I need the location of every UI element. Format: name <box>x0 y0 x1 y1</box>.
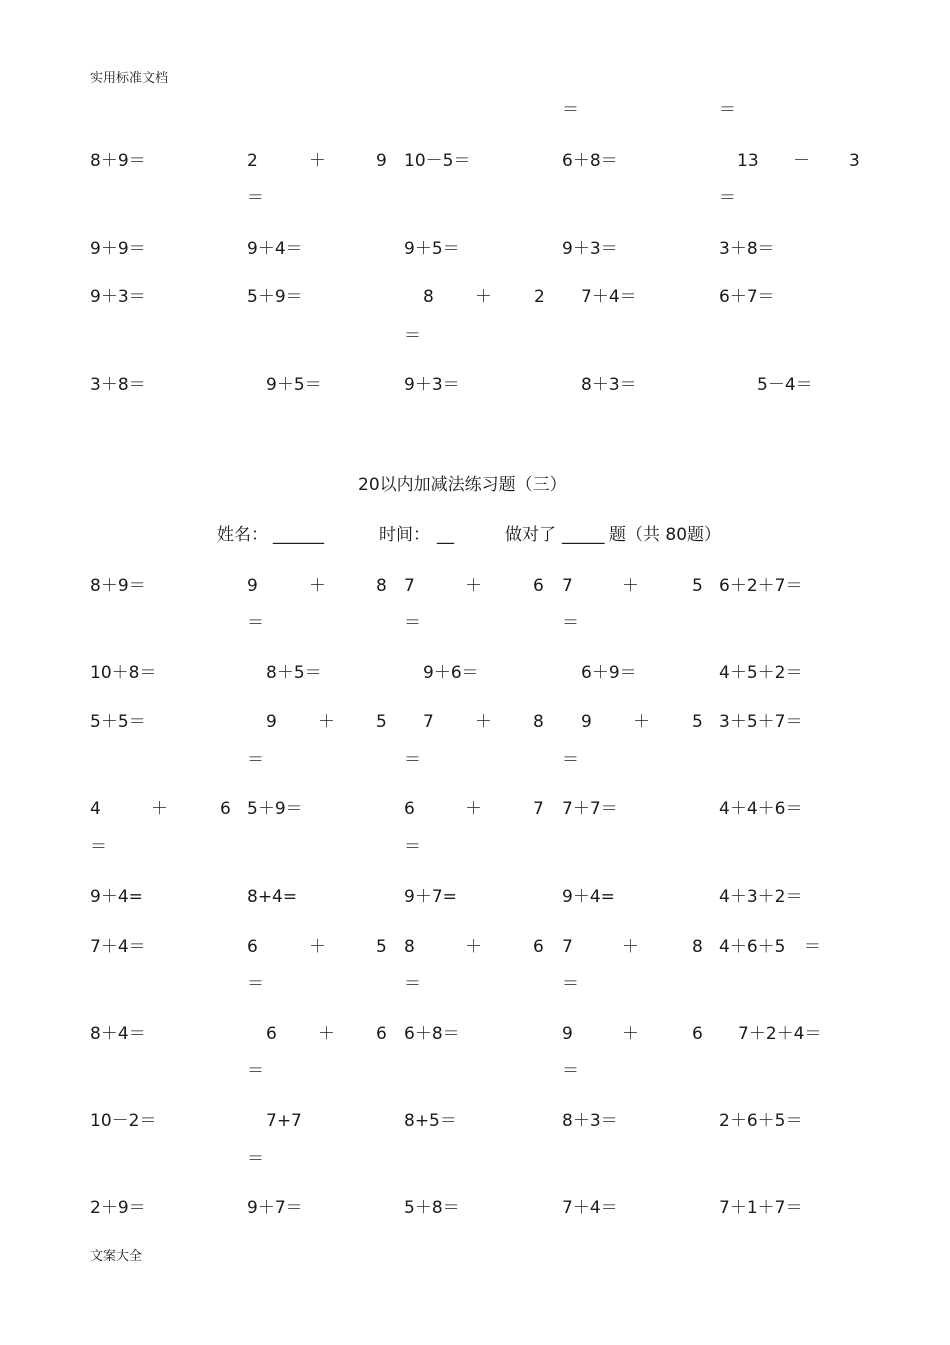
operand: 5 <box>692 576 703 596</box>
answer-equals: ＝ <box>404 326 421 346</box>
operator: ＋ <box>309 937 326 957</box>
problem: 6＋2＋7＝ <box>719 576 803 596</box>
problem: 10＋8＝ <box>90 663 157 683</box>
operand: 5 <box>376 937 387 957</box>
problem: 5＋9＝ <box>247 287 303 307</box>
answer-equals: ＝ <box>562 613 579 633</box>
problem: 8＋3＝ <box>562 1111 618 1131</box>
answer-equals: ＝ <box>247 1149 264 1169</box>
operand: 7 <box>562 937 573 957</box>
problem: 4＋4＋6＝ <box>719 799 803 819</box>
problem: 6＋7＝ <box>719 287 775 307</box>
problem: 8＋9＝ <box>90 576 146 596</box>
problem: 5＋8＝ <box>404 1198 460 1218</box>
operator: ＋ <box>318 1024 335 1044</box>
problem: 7＋7＝ <box>562 799 618 819</box>
operator: ＋ <box>465 799 482 819</box>
problem: 4＋6＋5 <box>719 937 786 957</box>
problem: 7＋1＋7＝ <box>719 1198 803 1218</box>
operand: 7 <box>562 576 573 596</box>
operator: ＋ <box>622 937 639 957</box>
operand: 6 <box>247 937 258 957</box>
problem: 9＋5＝ <box>404 239 460 259</box>
operator: ＋ <box>309 151 326 171</box>
operand: 2 <box>534 287 545 307</box>
problem: 9＋6＝ <box>423 663 479 683</box>
problem: 5＋9＝ <box>247 799 303 819</box>
time-label: 时间： <box>379 525 430 545</box>
operator: ＋ <box>622 576 639 596</box>
operand: 7 <box>423 712 434 732</box>
answer-equals: ＝ <box>804 937 821 957</box>
operand: 6 <box>533 937 544 957</box>
operand: 9 <box>581 712 592 732</box>
section-title: 20以内加减法练习题（三） <box>358 475 567 495</box>
problem: 7＋4＝ <box>581 287 637 307</box>
problem: 9＋5＝ <box>266 375 322 395</box>
operand: 5 <box>692 712 703 732</box>
operand: 9 <box>266 712 277 732</box>
answer-equals: ＝ <box>562 750 579 770</box>
answer-equals: ＝ <box>404 837 421 857</box>
problem: 8＋3＝ <box>581 375 637 395</box>
problem: 9＋9＝ <box>90 239 146 259</box>
answer-equals: ＝ <box>562 1061 579 1081</box>
problem: 9＋3＝ <box>90 287 146 307</box>
problem: 7＋2＋4＝ <box>738 1024 822 1044</box>
problem: 7＋4＝ <box>90 937 146 957</box>
problem: 9＋4= <box>562 887 615 907</box>
problem: 7＋4＝ <box>562 1198 618 1218</box>
problem: 9＋7= <box>404 887 457 907</box>
operand: 8 <box>692 937 703 957</box>
operand: 8 <box>404 937 415 957</box>
problem: 6＋9＝ <box>581 663 637 683</box>
answer-equals: ＝ <box>247 613 264 633</box>
operator: ＋ <box>475 712 492 732</box>
operand: 6 <box>692 1024 703 1044</box>
operand: 8 <box>533 712 544 732</box>
operand: 2 <box>247 151 258 171</box>
problem: 8＋4＝ <box>90 1024 146 1044</box>
operand: 6 <box>533 576 544 596</box>
operator: ＋ <box>465 576 482 596</box>
operator: ＋ <box>309 576 326 596</box>
name-blank: ______ <box>273 525 324 545</box>
operand: 3 <box>849 151 860 171</box>
answer-equals: ＝ <box>404 750 421 770</box>
answer-equals: ＝ <box>719 188 736 208</box>
operator: － <box>793 151 810 171</box>
problem: 4＋5＋2＝ <box>719 663 803 683</box>
problem: 3＋5＋7＝ <box>719 712 803 732</box>
operand: 4 <box>90 799 101 819</box>
problem: 9＋4= <box>90 887 143 907</box>
operator: ＋ <box>622 1024 639 1044</box>
problem: 2＋6＋5＝ <box>719 1111 803 1131</box>
problem: 6＋8＝ <box>404 1024 460 1044</box>
operand: 13 <box>737 151 759 171</box>
problem: 3＋8＝ <box>719 239 775 259</box>
answer-equals: ＝ <box>247 188 264 208</box>
answer-equals: ＝ <box>247 750 264 770</box>
operator: ＋ <box>318 712 335 732</box>
total-count-label: 题（共 80题） <box>609 525 722 545</box>
operand: 6 <box>220 799 231 819</box>
problem: 8+5＝ <box>404 1111 457 1131</box>
operator: ＋ <box>465 937 482 957</box>
operator: ＋ <box>475 287 492 307</box>
answer-equals: ＝ <box>90 837 107 857</box>
page-footer: 文案大全 <box>90 1249 143 1264</box>
answer-equals: ＝ <box>719 100 736 120</box>
problem: 9＋3＝ <box>562 239 618 259</box>
operand: 8 <box>376 576 387 596</box>
time-blank: __ <box>437 525 454 545</box>
answer-equals: ＝ <box>562 100 579 120</box>
problem: 3＋8＝ <box>90 375 146 395</box>
operand: 5 <box>376 712 387 732</box>
answer-equals: ＝ <box>247 974 264 994</box>
name-label: 姓名： <box>217 525 268 545</box>
problem: 9＋7＝ <box>247 1198 303 1218</box>
operand: 9 <box>562 1024 573 1044</box>
problem: 10－5＝ <box>404 151 471 171</box>
answer-equals: ＝ <box>247 1061 264 1081</box>
problem: 8+4= <box>247 887 298 907</box>
problem: 8＋5＝ <box>266 663 322 683</box>
operator: ＋ <box>151 799 168 819</box>
operand: 6 <box>376 1024 387 1044</box>
problem: 7+7 <box>266 1111 302 1131</box>
operand: 8 <box>423 287 434 307</box>
answer-equals: ＝ <box>562 974 579 994</box>
operand: 6 <box>404 799 415 819</box>
problem: 10－2＝ <box>90 1111 157 1131</box>
operator: ＋ <box>633 712 650 732</box>
correct-count-blank: _____ <box>562 525 605 545</box>
problem: 6＋8＝ <box>562 151 618 171</box>
problem: 8＋9＝ <box>90 151 146 171</box>
problem: 5＋5＝ <box>90 712 146 732</box>
page-header: 实用标准文档 <box>90 71 169 86</box>
operand: 7 <box>404 576 415 596</box>
operand: 6 <box>266 1024 277 1044</box>
operand: 7 <box>533 799 544 819</box>
problem: 9＋3＝ <box>404 375 460 395</box>
answer-equals: ＝ <box>404 974 421 994</box>
answer-equals: ＝ <box>404 613 421 633</box>
problem: 2＋9＝ <box>90 1198 146 1218</box>
correct-count-label: 做对了 <box>505 525 556 545</box>
problem: 9＋4＝ <box>247 239 303 259</box>
operand: 9 <box>247 576 258 596</box>
problem: 5－4＝ <box>757 375 813 395</box>
problem: 4＋3＋2＝ <box>719 887 803 907</box>
operand: 9 <box>376 151 387 171</box>
